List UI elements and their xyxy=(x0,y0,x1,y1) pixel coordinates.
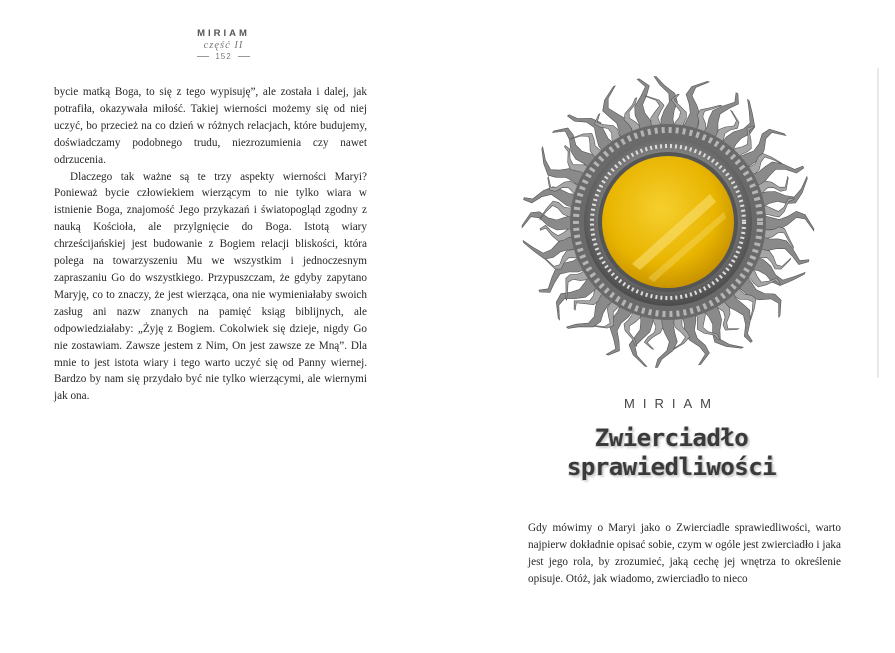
chapter-title-line2: sprawiedliwości xyxy=(566,453,777,481)
running-head-title: MIRIAM xyxy=(197,28,250,39)
chapter-title xyxy=(448,424,895,482)
left-body-text xyxy=(54,84,367,405)
paragraph: bycie matką Boga, to się z tego wypisuję”, ale została i dalej, jak potrafiła, okazywała miłość. Takiej wierności możemy się od niej uczyć, bo przecież na co dzień w różnych relacjach, które budujemy, doświadczamy podobnego trudu, niezrozumienia czy nawet odrzucenia. xyxy=(54,86,367,166)
right-body-text xyxy=(528,520,841,588)
sun-mirror-illustration xyxy=(520,74,816,370)
running-head xyxy=(0,28,447,61)
chapter-kicker: MIRIAM xyxy=(624,396,719,411)
page-number: 152 xyxy=(215,52,232,61)
right-page xyxy=(448,0,895,653)
sun-mirror-icon xyxy=(520,74,816,370)
page-edge xyxy=(877,68,879,378)
dash-left xyxy=(197,56,209,57)
chapter-title-line1: Zwierciadło xyxy=(594,424,749,452)
page-number-line xyxy=(0,52,447,61)
paragraph: Dlaczego tak ważne są te trzy aspekty wierności Maryi? Ponieważ bycie człowiekiem wierzącym to nie tylko wiara w istnienie Boga, znajomość Jego przykazań i światopogląd zgodny z nauką Kościoła, ale przylgnięcie do Boga. Istotą wiary chrześcijańskiej jest budowanie z Bogiem relacji bliskości, która polega na towarzyszeniu Mu we wszystkim i jednoczesnym zapraszaniu Go do wszystkiego. Przypuszczam, że gdyby zapytano Maryję, co to znaczy, że jest wierząca, ona nie wymieniałaby swoich zasług ani nazw znanych na pamięć ksiąg biblijnych, ale odpowiedziałaby: „Żyję z Bogiem. Cokolwiek się dzieje, nigdy Go nie zostawiam. Zawsze jestem z Nim, On jest zawsze ze Mną”. Dla mnie to jest istota wiary i tego warto uczyć się od Panny wiernej. Bardzo by nam się przydało być nie tylko wierzącymi, ale wiernymi jak ona. xyxy=(54,170,367,403)
left-page xyxy=(0,0,447,653)
dash-right xyxy=(238,56,250,57)
running-head-part: część II xyxy=(203,40,244,51)
paragraph: Gdy mówimy o Maryi jako o Zwierciadle sprawiedliwości, warto najpierw dokładnie opisać sobie, czym w ogóle jest zwierciadło i jaka jest jego rola, by zrozumieć, jaką cechę jej wnętrza to określenie opisuje. Otóż, jak wiadomo, zwierciadło to nieco xyxy=(528,522,841,585)
